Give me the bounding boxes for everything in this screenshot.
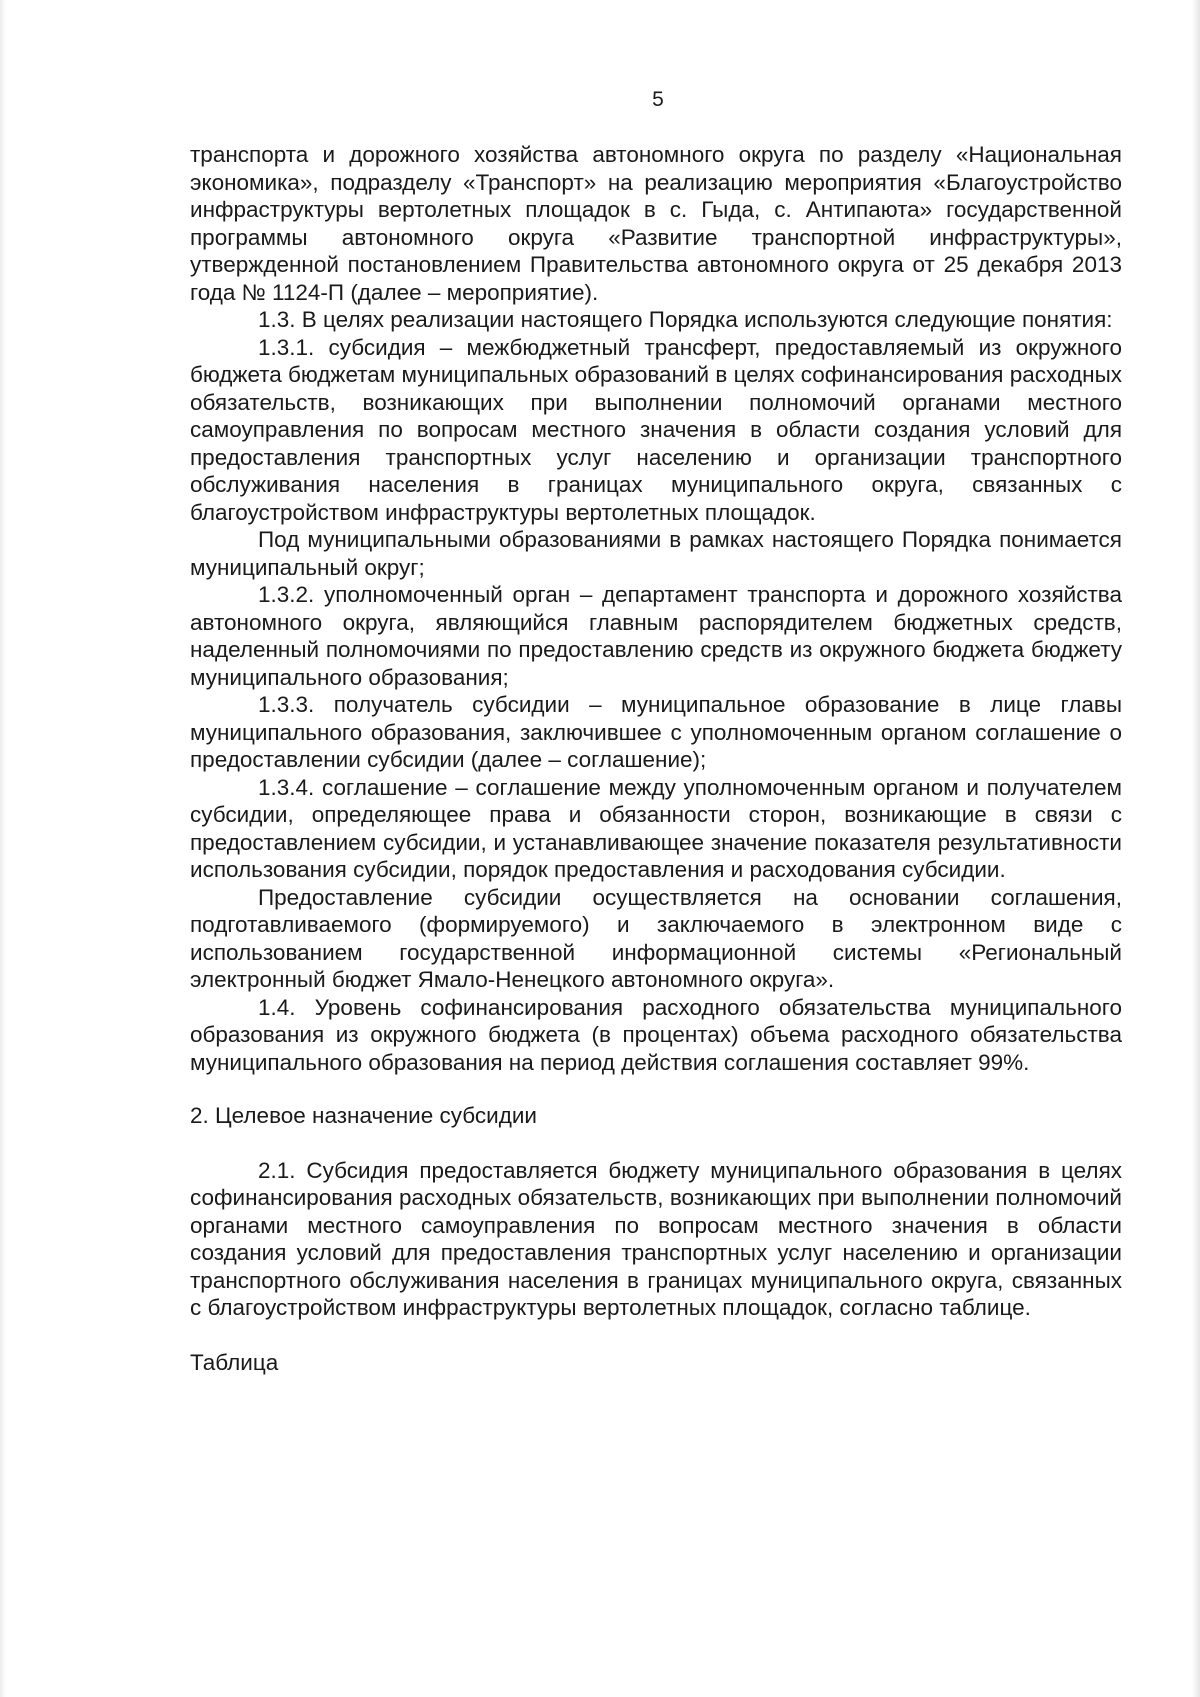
paragraph-municipal-definition: Под муниципальными образованиями в рамках настоящего Порядка понимается муниципальный округ; xyxy=(190,527,1122,580)
paragraph-1-3: 1.3. В целях реализации настоящего Порядка используются следующие понятия: xyxy=(258,307,1113,332)
section-2-heading: 2. Целевое назначение субсидии xyxy=(190,1103,537,1128)
paragraph-1-4: 1.4. Уровень софинансирования расходного обязательства муниципального образования из окружного бюджета (в процентах) объема расходного обязательства муниципального образования на период действия соглашения составляет 99%. xyxy=(190,994,1122,1075)
paragraph-1-3-1: 1.3.1. субсидия – межбюджетный трансферт, предоставляемый из окружного бюджета бюджетам муниципальных образований в целях софинансирования расходных обязательств, возникающих при выполнении полномочий органами местного самоуправления по вопросам местного значения в области создания условий для предоставления транспортных услуг населению и организации транспортного обслуживания населения в границах муниципального округа, связанных с благоустройством инфраструктуры вертолетных площадок. xyxy=(190,334,1123,525)
paragraph-continuation: транспорта и дорожного хозяйства автономного округа по разделу «Национальная экономика», подразделу «Транспорт» на реализацию мероприятия «Благоустройство инфраструктуры вертолетных площадок в с. Гыда, с. Антипаюта» государственной программы автономного округа «Развитие транспортной инфраструктуры», утвержденной постановлением Правительства автономного округа от 25 декабря 2013 года № 1124-П (далее – мероприятие). xyxy=(190,142,1122,305)
page-number: 5 xyxy=(652,88,664,111)
scan-edge-left xyxy=(0,0,6,1697)
paragraph-1-3-4: 1.3.4. соглашение – соглашение между уполномоченным органом и получателем субсидии, определяющее права и обязанности сторон, возникающие в связи с предоставлением субсидии, и устанавливающее значение показателя результативности использования субсидии, порядок предоставления и расходования субсидии. xyxy=(190,774,1122,882)
document-body xyxy=(190,141,1122,1376)
paragraph-1-3-2: 1.3.2. уполномоченный орган – департамент транспорта и дорожного хозяйства автономного округа, являющийся главным распорядителем бюджетных средств, наделенный полномочиями по предоставлению средств из окружного бюджета бюджету муниципального образования; xyxy=(190,582,1122,690)
paragraph-electronic-agreement: Предоставление субсидии осуществляется на основании соглашения, подготавливаемого (формируемого) и заключаемого в электронном виде с использованием государственной информационной системы «Региональный электронный бюджет Ямало-Ненецкого автономного округа». xyxy=(190,884,1122,992)
scan-edge-right xyxy=(1192,0,1200,1697)
paragraph-1-3-3: 1.3.3. получатель субсидии – муниципальное образование в лице главы муниципального образования, заключившее с уполномоченным органом соглашение о предоставлении субсидии (далее – соглашение); xyxy=(190,692,1122,772)
paragraph-2-1: 2.1. Субсидия предоставляется бюджету муниципального образования в целях софинансирования расходных обязательств, возникающих при выполнении полномочий органами местного самоуправления по вопросам местного значения в области создания условий для предоставления транспортных услуг населению и организации транспортного обслуживания населения в границах муниципального округа, связанных с благоустройством инфраструктуры вертолетных площадок, согласно таблице. xyxy=(190,1157,1122,1320)
table-label: Таблица xyxy=(190,1349,279,1375)
